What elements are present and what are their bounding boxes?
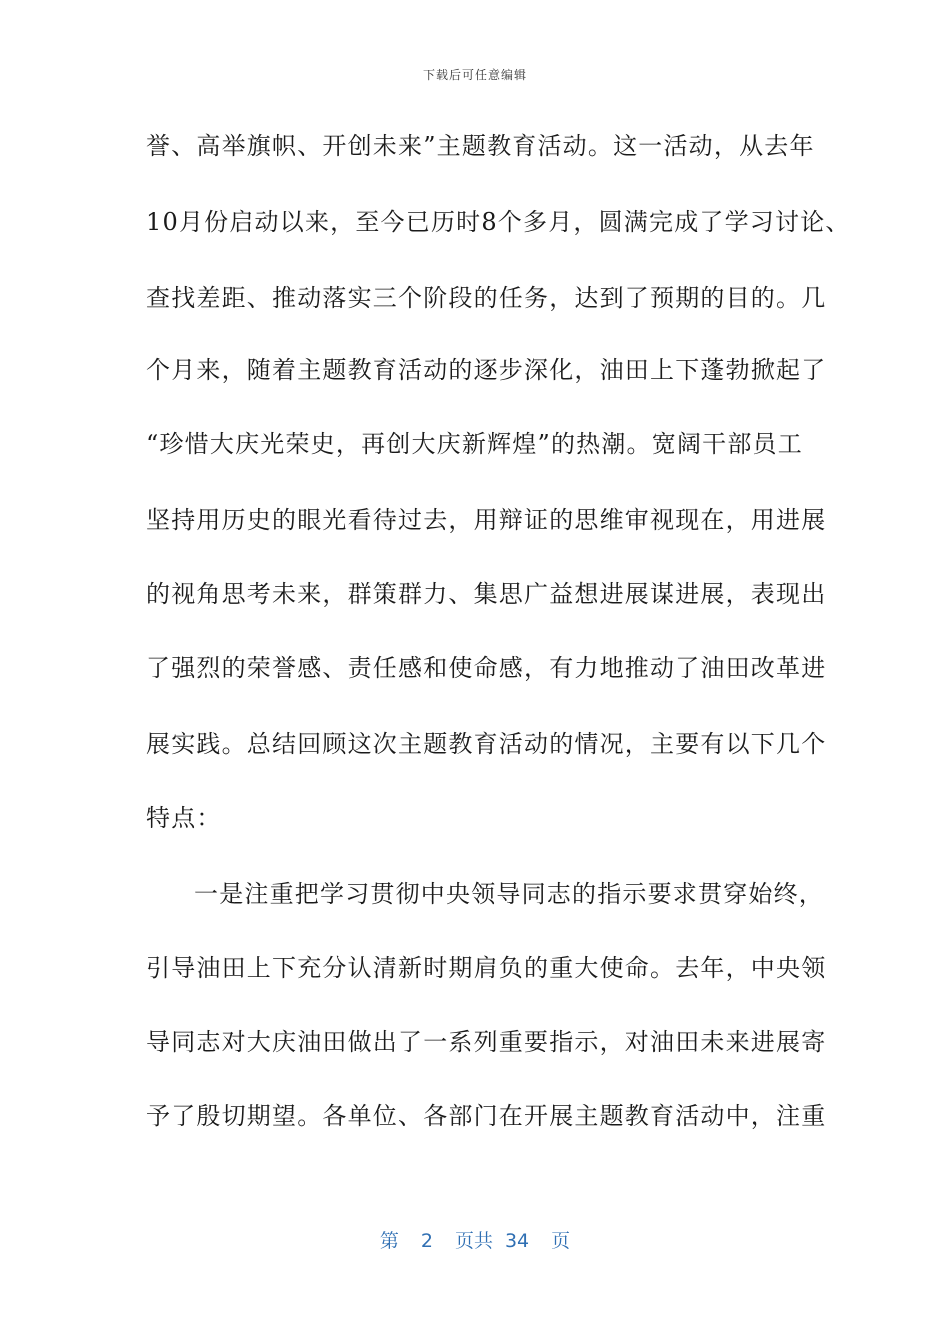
text-line: 坚持用历史的眼光看待过去，用辩证的思维审视现在，用进展	[146, 506, 827, 534]
footer-total-pages: 34	[504, 1230, 530, 1252]
text-line: 予了殷切期望。各单位、各部门在开展主题教育活动中，注重	[146, 1102, 827, 1130]
text-line: 10月份启动以来，至今已历时8个多月，圆满完成了学习讨论、	[146, 208, 851, 236]
text-line: 特点：	[146, 804, 222, 832]
text-line: 誉、高举旗帜、开创未来”主题教育活动。这一活动，从去年	[146, 132, 815, 160]
text-line: 引导油田上下充分认清新时期肩负的重大使命。去年，中央领	[146, 954, 827, 982]
footer-mid: 页共	[454, 1230, 493, 1252]
footer-suffix: 页	[551, 1230, 571, 1252]
footer-prefix: 第	[379, 1230, 399, 1252]
page-number-footer	[0, 1226, 950, 1253]
text-line: 展实践。总结回顾这次主题教育活动的情况，主要有以下几个	[146, 730, 827, 758]
text-line: 导同志对大庆油田做出了一系列重要指示，对油田未来进展寄	[146, 1028, 827, 1056]
paragraph-start-line: 一是注重把学习贯彻中央领导同志的指示要求贯穿始终，	[194, 880, 824, 908]
text-line: 个月来，随着主题教育活动的逐步深化，油田上下蓬勃掀起了	[146, 356, 827, 384]
text-line: 查找差距、推动落实三个阶段的任务，达到了预期的目的。几	[146, 284, 827, 312]
text-line: 了强烈的荣誉感、责任感和使命感，有力地推动了油田改革进	[146, 654, 827, 682]
footer-page-number: 2	[420, 1230, 433, 1252]
header-note: 下载后可任意编辑	[422, 68, 527, 82]
text-line: “珍惜大庆光荣史，再创大庆新辉煌”的热潮。宽阔干部员工	[146, 430, 803, 458]
text-line: 的视角思考未来，群策群力、集思广益想进展谋进展，表现出	[146, 580, 827, 608]
